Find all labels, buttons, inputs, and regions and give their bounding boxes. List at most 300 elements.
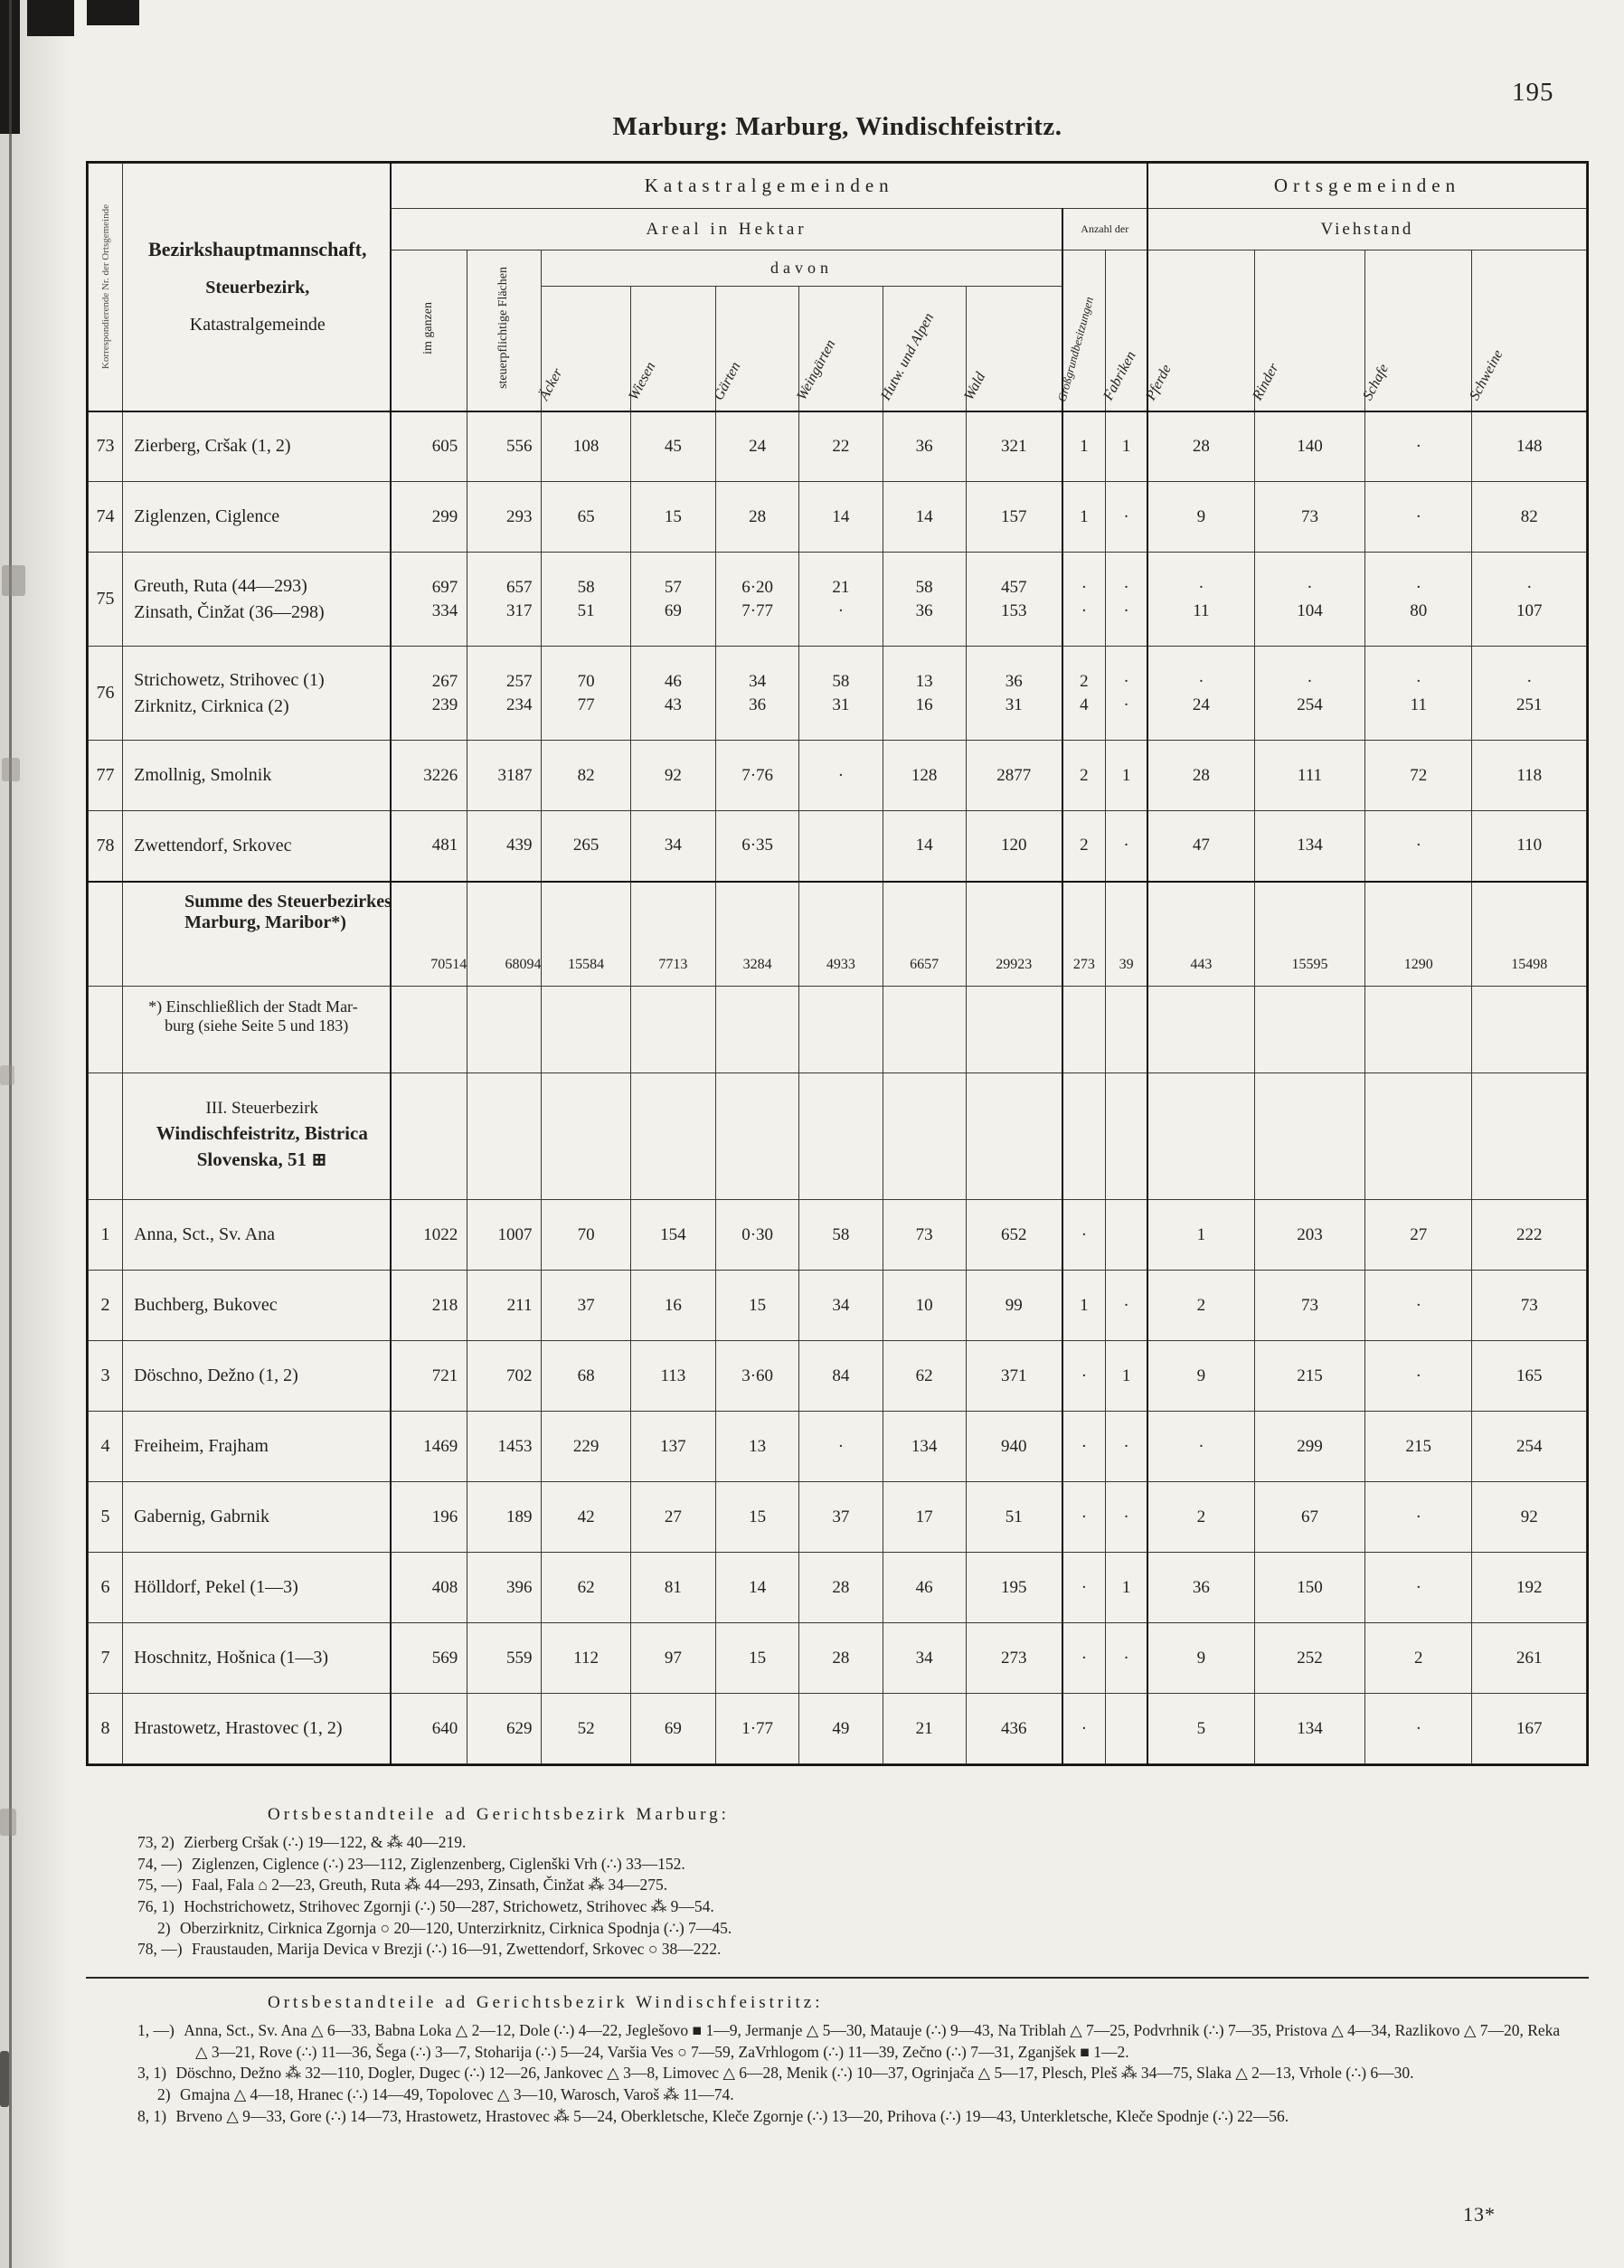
cell-value: 113 xyxy=(660,1366,686,1385)
cell-value: · xyxy=(1123,1436,1129,1456)
summe-label-line: Marburg, Maribor*) xyxy=(184,912,346,932)
column-header-label: Fabriken xyxy=(1100,348,1139,403)
cell-value: 1 xyxy=(1121,1366,1131,1385)
footnote-line xyxy=(109,1918,1566,1940)
row-name-line: Anna, Sct., Sv. Ana xyxy=(134,1224,276,1244)
table-cell xyxy=(1365,1553,1472,1623)
table-cell xyxy=(716,1271,799,1341)
summe-value: 3284 xyxy=(716,882,799,987)
cell-value: 2 xyxy=(1080,671,1089,691)
table-cell xyxy=(716,647,799,741)
row-name xyxy=(123,1200,392,1271)
row-name xyxy=(123,1482,392,1553)
cell-value: 45 xyxy=(664,436,682,456)
cell-value: 1469 xyxy=(423,1436,458,1456)
table-cell xyxy=(1472,647,1587,741)
table-cell xyxy=(883,811,966,882)
table-cell xyxy=(1365,482,1472,553)
cell-value: 57 xyxy=(664,577,682,597)
table-cell xyxy=(716,411,799,482)
table-cell xyxy=(1106,741,1147,811)
cell-value: 34 xyxy=(664,836,682,855)
cell-value: 165 xyxy=(1515,1366,1543,1385)
table-cell xyxy=(1062,1694,1106,1764)
cell-value: · xyxy=(1198,577,1204,597)
cell-value: · xyxy=(1415,671,1421,691)
table-cell xyxy=(1365,741,1472,811)
cell-value: 229 xyxy=(572,1436,600,1456)
table-cell xyxy=(467,811,542,882)
cell-value xyxy=(1106,1224,1147,1247)
side-label-strip xyxy=(89,164,123,411)
cell-value: · xyxy=(1081,1577,1088,1597)
table-cell xyxy=(630,1271,715,1341)
table-cell xyxy=(1106,1412,1147,1482)
footnote-label: 73, 2) xyxy=(137,1833,175,1851)
table-cell xyxy=(716,1694,799,1764)
cell-value: 457 xyxy=(1000,577,1027,597)
table-cell xyxy=(883,647,966,741)
table-cell xyxy=(883,1623,966,1694)
cell-value: 134 xyxy=(1297,1718,1323,1738)
cell-value: 34 xyxy=(749,671,767,691)
column-header-label: steuerpflichtige Flächen xyxy=(496,267,511,390)
table-cell xyxy=(966,647,1062,741)
table-cell xyxy=(716,987,799,1073)
table-cell xyxy=(542,1623,630,1694)
cell-value: 17 xyxy=(915,1507,933,1526)
row-number xyxy=(89,882,123,987)
row-number: 5 xyxy=(89,1482,123,1553)
cell-value: 72 xyxy=(1410,765,1428,785)
table-cell xyxy=(542,811,630,882)
table-row xyxy=(89,811,1587,882)
table-cell xyxy=(467,1412,542,1482)
cell-value: 7·77 xyxy=(741,600,774,620)
row-number: 2 xyxy=(89,1271,123,1341)
column-header-schweine xyxy=(1467,250,1587,411)
cell-value: 317 xyxy=(505,600,533,620)
cell-value: · xyxy=(1123,671,1129,691)
table-cell xyxy=(467,1341,542,1412)
cell-value: 82 xyxy=(577,765,595,785)
cell-value: 77 xyxy=(577,695,595,714)
table-cell xyxy=(630,1341,715,1412)
table-cell xyxy=(1147,1200,1254,1271)
cell-value: 14 xyxy=(915,836,933,855)
column-header-wald xyxy=(960,287,1062,411)
table-cell xyxy=(883,411,966,482)
cell-value: 153 xyxy=(1000,600,1027,620)
table-cell xyxy=(1062,411,1106,482)
cell-value: 134 xyxy=(911,1436,938,1456)
cell-value: 234 xyxy=(505,695,533,714)
table-cell xyxy=(467,1073,542,1200)
footnote-text: Ziglenzen, Ciglence (∴) 23—112, Ziglenzenberg, Ciglenški Vrh (∴) 33—152. xyxy=(187,1854,685,1873)
table-cell xyxy=(1147,1553,1254,1623)
section-title-line: III. Steuerbezirk xyxy=(205,1099,319,1118)
cell-value: 569 xyxy=(431,1648,458,1668)
cell-value: · xyxy=(1198,1436,1204,1456)
cell-value: 559 xyxy=(505,1648,533,1668)
footnote-line xyxy=(109,2063,1566,2084)
row-name-line: Döschno, Dežno (1, 2) xyxy=(134,1366,298,1385)
footnote-line xyxy=(109,2020,1566,2063)
footnote-text: Faal, Fala ⌂ 2—23, Greuth, Ruta ⁂ 44—293, Zinsath, Činžat ⁂ 34—275. xyxy=(187,1876,668,1895)
cell-value: 436 xyxy=(1000,1718,1027,1738)
table-cell xyxy=(799,553,883,647)
column-header-label: Schafe xyxy=(1360,361,1393,403)
cell-value: · xyxy=(1198,671,1204,691)
cell-value: 107 xyxy=(1515,600,1543,620)
column-group-ortsgemeinden: Ortsgemeinden xyxy=(1147,164,1587,209)
row-name-line: Zirknitz, Cirknica (2) xyxy=(134,695,289,716)
table-cell xyxy=(1472,482,1587,553)
table-cell xyxy=(467,741,542,811)
table-cell xyxy=(542,1341,630,1412)
cell-value: 293 xyxy=(505,506,533,526)
table-row xyxy=(89,411,1587,482)
footnote-text: Hochstrichowetz, Strihovec Zgornji (∴) 50—287, Strichowetz, Strihovec ⁂ 9—54. xyxy=(179,1896,714,1915)
cell-value: 51 xyxy=(1005,1507,1023,1526)
scan-artifact xyxy=(9,0,12,2268)
cell-value: 37 xyxy=(832,1507,850,1526)
cell-value: · xyxy=(1081,1648,1088,1668)
cell-value: 1 xyxy=(1121,1577,1131,1597)
section-title-line: Slovenska, 51 ⊞ xyxy=(196,1148,327,1170)
table-cell xyxy=(542,1553,630,1623)
footnote-label: 2) xyxy=(157,1918,171,1937)
table-cell xyxy=(966,811,1062,882)
cell-value: 439 xyxy=(505,836,533,855)
cell-value: 46 xyxy=(664,671,682,691)
table-cell xyxy=(883,1553,966,1623)
cell-value: 940 xyxy=(1000,1436,1027,1456)
cell-value: 211 xyxy=(506,1295,533,1315)
row-name-line: Strichowetz, Strihovec (1) xyxy=(134,669,325,690)
footnote-heading: Ortsbestandteile ad Gerichtsbezirk Windischfeistritz: xyxy=(268,1993,824,2012)
table-cell xyxy=(1254,482,1364,553)
row-number: 73 xyxy=(89,411,123,482)
table-cell xyxy=(630,1200,715,1271)
column-header-label: Rinder xyxy=(1249,360,1282,403)
cell-value: 31 xyxy=(832,695,850,714)
cell-value: · xyxy=(1081,1507,1088,1526)
table-cell xyxy=(1106,647,1147,741)
footnote-text: Brveno △ 9—33, Gore (∴) 14—73, Hrastowetz, Hrastovec ⁂ 5—24, Oberkletsche, Kleče Zgornje (∴) 13—20, Prihova (∴) 19—43, Unterkletsche, Kleče Spodnje (∴) 22—56. xyxy=(172,2106,1289,2125)
cell-value: 92 xyxy=(664,765,682,785)
cell-value: 118 xyxy=(1516,765,1543,785)
footnote-line xyxy=(109,1832,1566,1854)
section-title-line: Windischfeistritz, Bistrica xyxy=(156,1122,368,1144)
cell-value: 167 xyxy=(1515,1718,1543,1738)
table-body xyxy=(89,411,1587,1764)
scan-artifact xyxy=(2,758,20,781)
cell-value: 28 xyxy=(832,1577,850,1597)
footnote-text: Oberzirknitz, Cirknica Zgornja ○ 20—120, Unterzirknitz, Cirknica Spodnja (∴) 7—45. xyxy=(175,1918,732,1937)
table-cell xyxy=(1254,553,1364,647)
summe-label xyxy=(123,882,392,987)
cell-value: 1453 xyxy=(497,1436,533,1456)
cell-value: 1 xyxy=(1080,436,1089,456)
column-header-fabriken xyxy=(1100,250,1147,411)
table-cell xyxy=(883,553,966,647)
table-cell xyxy=(542,1200,630,1271)
cell-value: · xyxy=(1415,436,1421,456)
table-cell xyxy=(883,482,966,553)
table-cell xyxy=(1472,987,1587,1073)
table-cell xyxy=(1106,1271,1147,1341)
cell-value: 27 xyxy=(1410,1224,1428,1244)
cell-value xyxy=(1106,1717,1147,1741)
cell-value: 9 xyxy=(1196,506,1206,526)
scan-artifact xyxy=(0,1809,16,1836)
cell-value: 37 xyxy=(577,1295,595,1315)
table-row xyxy=(89,647,1587,741)
row-name xyxy=(123,482,392,553)
cell-value: · xyxy=(1415,836,1421,855)
table-cell xyxy=(1147,1482,1254,1553)
table-cell xyxy=(883,1482,966,1553)
column-group-davon: davon xyxy=(542,250,1062,287)
table-cell xyxy=(542,1271,630,1341)
cell-value: 73 xyxy=(1520,1295,1538,1315)
note-line: burg (siehe Seite 5 und 183) xyxy=(165,1016,349,1035)
table-cell xyxy=(391,1200,467,1271)
footnote-text: Fraustauden, Marija Devica v Brezji (∴) 16—91, Zwettendorf, Srkovec ○ 38—222. xyxy=(187,1940,722,1959)
cell-value: 1007 xyxy=(497,1224,533,1244)
cell-value: 73 xyxy=(1300,1295,1318,1315)
row-name xyxy=(123,1412,392,1482)
cell-value: 82 xyxy=(1520,506,1538,526)
table-row xyxy=(89,1482,1587,1553)
column-header-schafe xyxy=(1360,250,1472,411)
footnote-line xyxy=(109,2106,1566,2128)
cell-value: 14 xyxy=(749,1577,767,1597)
row-number: 76 xyxy=(89,647,123,741)
table-cell xyxy=(467,411,542,482)
cell-value: 34 xyxy=(832,1295,850,1315)
table-cell xyxy=(391,1271,467,1341)
table-cell xyxy=(1472,1341,1587,1412)
table-cell xyxy=(467,647,542,741)
cell-value: 1 xyxy=(1080,506,1089,526)
cell-value: 28 xyxy=(1192,436,1210,456)
column-header-im-ganzen xyxy=(391,250,467,411)
footnotes-marburg xyxy=(109,1805,1566,1961)
table-cell xyxy=(630,1553,715,1623)
summe-value: 15584 xyxy=(542,882,630,987)
table-cell xyxy=(1062,1341,1106,1412)
table-cell xyxy=(1062,1623,1106,1694)
row-number: 7 xyxy=(89,1623,123,1694)
table-row xyxy=(89,1200,1587,1271)
cell-value: 254 xyxy=(1515,1436,1543,1456)
cell-value: 254 xyxy=(1297,695,1323,714)
cell-value: 58 xyxy=(832,1224,850,1244)
table-cell xyxy=(1106,1073,1147,1200)
table-cell xyxy=(1147,553,1254,647)
table-cell xyxy=(1147,411,1254,482)
table-cell xyxy=(1254,1073,1364,1200)
cell-value: · xyxy=(1415,577,1421,597)
table-cell xyxy=(1472,1412,1587,1482)
cell-value: 1 xyxy=(1080,1295,1089,1315)
cell-value: 218 xyxy=(431,1295,458,1315)
scan-artifact xyxy=(27,0,74,36)
table-cell xyxy=(391,1073,467,1200)
cell-value: · xyxy=(1123,1507,1129,1526)
table-cell xyxy=(1147,1073,1254,1200)
cell-value: 7·76 xyxy=(741,765,774,785)
cell-value: 110 xyxy=(1516,836,1543,855)
table-cell xyxy=(1254,1412,1364,1482)
row-number: 3 xyxy=(89,1341,123,1412)
cell-value: 1 xyxy=(1121,765,1131,785)
cell-value: 6·35 xyxy=(741,836,774,855)
table-row xyxy=(89,1412,1587,1482)
header-block xyxy=(89,164,392,411)
cell-value: 108 xyxy=(572,436,600,456)
table-cell xyxy=(799,411,883,482)
footnote-heading: Ortsbestandteile ad Gerichtsbezirk Marburg: xyxy=(268,1805,730,1824)
cell-value: 2 xyxy=(1080,765,1089,785)
table-cell xyxy=(966,1694,1062,1764)
table-cell xyxy=(1147,1412,1254,1482)
table-row xyxy=(89,482,1587,553)
table-cell xyxy=(1147,647,1254,741)
cell-value: 267 xyxy=(431,671,458,691)
table-cell xyxy=(966,1412,1062,1482)
footnote-text: Zierberg Cršak (∴) 19—122, & ⁂ 40—219. xyxy=(179,1833,467,1851)
table-cell xyxy=(883,1412,966,1482)
cell-value: 28 xyxy=(832,1648,850,1668)
table-footnote-reference xyxy=(123,987,392,1073)
cell-value: 396 xyxy=(505,1577,533,1597)
summe-label-line: Summe des Steuerbezirkes xyxy=(184,891,392,912)
table-cell xyxy=(542,411,630,482)
cell-value: · xyxy=(1123,600,1129,620)
cell-value: 148 xyxy=(1515,436,1543,456)
table-cell xyxy=(966,482,1062,553)
cell-value: · xyxy=(1123,577,1129,597)
cell-value: · xyxy=(1415,1507,1421,1526)
table-cell xyxy=(883,1200,966,1271)
table-cell xyxy=(1365,1694,1472,1764)
footnote-label: 1, —) xyxy=(137,2021,175,2039)
column-header-label: Großgrundbesitzungen xyxy=(1054,295,1096,403)
table-cell xyxy=(799,647,883,741)
table-cell xyxy=(1254,741,1364,811)
cell-value: 43 xyxy=(664,695,682,714)
column-header-hutweiden xyxy=(877,287,966,411)
cell-value: 21 xyxy=(832,577,850,597)
table-cell xyxy=(966,1623,1062,1694)
table-cell xyxy=(883,987,966,1073)
cell-value: · xyxy=(1123,506,1129,526)
row-number: 78 xyxy=(89,811,123,882)
cell-value: 36 xyxy=(749,695,767,714)
column-header-aecker xyxy=(536,287,630,411)
cell-value: · xyxy=(1123,695,1129,714)
column-group-areal: Areal in Hektar xyxy=(391,209,1062,250)
footnote-line xyxy=(109,1896,1566,1918)
cell-value: 239 xyxy=(431,695,458,714)
table-cell xyxy=(1106,1341,1147,1412)
cell-value: 1 xyxy=(1196,1224,1206,1244)
table-cell xyxy=(1472,1553,1587,1623)
table-cell xyxy=(799,1073,883,1200)
table-cell xyxy=(467,1482,542,1553)
summe-value: 39 xyxy=(1106,882,1147,987)
table-cell xyxy=(1106,411,1147,482)
table-row xyxy=(89,1553,1587,1623)
header-block-lines xyxy=(125,238,390,335)
table-cell xyxy=(966,553,1062,647)
footnote-text: Döschno, Dežno ⁂ 32—110, Dogler, Dugec (∴) 12—26, Jankovec △ 3—8, Limovec △ 6—28, Menik (∴) 10—37, Ogrinjača △ 5—17, Plesch, Pleš ⁂ 34—75, Slaka △ 2—13, Vrhole (∴) 6—30. xyxy=(172,2064,1414,2083)
cell-value: · xyxy=(1415,1366,1421,1385)
cell-value: 36 xyxy=(1192,1577,1210,1597)
table-cell xyxy=(1062,1200,1106,1271)
table-cell xyxy=(630,1412,715,1482)
cell-value: 222 xyxy=(1515,1224,1543,1244)
cell-value: 36 xyxy=(915,600,933,620)
table-cell xyxy=(1254,1341,1364,1412)
table-cell xyxy=(966,987,1062,1073)
cell-value: 58 xyxy=(915,577,933,597)
cell-value: 112 xyxy=(573,1648,599,1668)
summe-value: 15498 xyxy=(1472,882,1587,987)
cell-value: · xyxy=(1307,671,1313,691)
cell-value: · xyxy=(1415,1718,1421,1738)
table-row xyxy=(89,1694,1587,1764)
cell-value: 189 xyxy=(505,1507,533,1526)
table-cell xyxy=(799,1341,883,1412)
table-cell xyxy=(1365,1412,1472,1482)
table-cell xyxy=(391,741,467,811)
footnote-label: 2) xyxy=(157,2084,171,2103)
cell-value: 92 xyxy=(1520,1507,1538,1526)
table-cell xyxy=(630,811,715,882)
table-cell xyxy=(1254,1553,1364,1623)
table-cell xyxy=(966,1200,1062,1271)
data-table xyxy=(88,163,1587,1764)
row-number: 77 xyxy=(89,741,123,811)
summe-row xyxy=(89,882,1587,987)
cell-value: 481 xyxy=(431,836,458,855)
cell-value: 196 xyxy=(431,1507,458,1526)
cell-value: 128 xyxy=(911,765,938,785)
cell-value: 261 xyxy=(1515,1648,1543,1668)
cell-value: 14 xyxy=(915,506,933,526)
table-cell xyxy=(467,553,542,647)
column-header-label: Wiesen xyxy=(625,359,659,403)
table-cell xyxy=(630,482,715,553)
cell-value: 257 xyxy=(505,671,533,691)
cell-value: · xyxy=(1081,577,1088,597)
table-cell xyxy=(883,1271,966,1341)
table-cell xyxy=(467,987,542,1073)
table-cell xyxy=(799,482,883,553)
footnote-line xyxy=(109,1854,1566,1876)
cell-value: 11 xyxy=(1410,695,1427,714)
cell-value: 62 xyxy=(915,1366,933,1385)
row-name-line: Zierberg, Cršak (1, 2) xyxy=(134,436,291,457)
cell-value: 9 xyxy=(1196,1366,1206,1385)
column-header-gaerten xyxy=(711,287,799,411)
table-cell xyxy=(1365,1271,1472,1341)
cell-value: 58 xyxy=(577,577,595,597)
